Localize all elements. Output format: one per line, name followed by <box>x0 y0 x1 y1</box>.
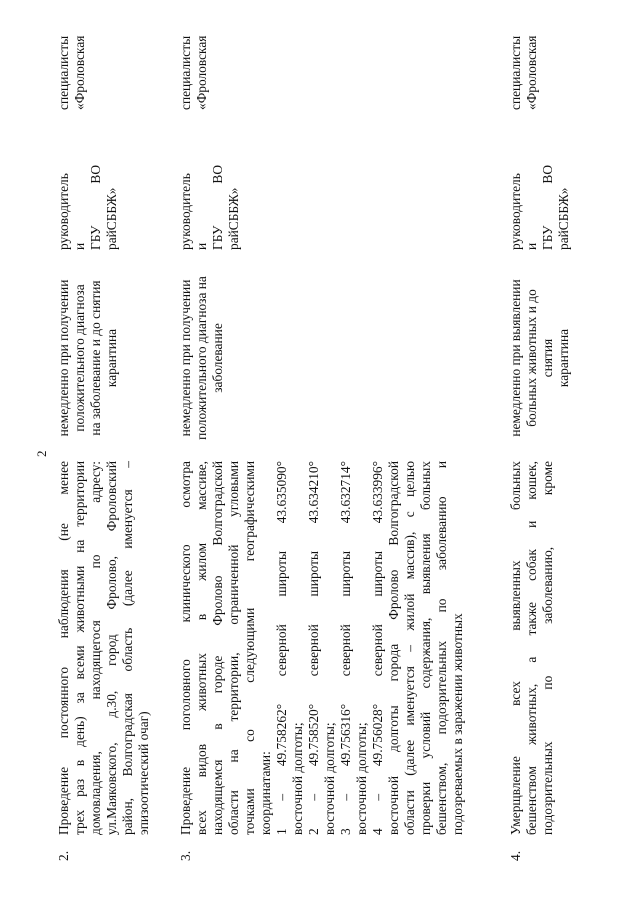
deadline-text: немедленно при получении положительного диагноза на заболевание и до снятия карантина <box>56 279 119 437</box>
action-text: Проведение постоянного наблюдения (не менее трех раз в день) за всеми животными на территории домовладения, находящегося по адресу: ул.Маяковского, д.30, город Фролово, Фроловский район, Волгоградская область (далее именуется – эпизоотический очаг) <box>56 461 151 835</box>
deadline-text: немедленно при получении положительного диагноза на заболевание <box>178 276 225 440</box>
row-number: 2. <box>56 850 71 861</box>
row-number: 3. <box>178 850 193 861</box>
action-text: Проведение поголовного клинического осмотра всех видов животных в жилом массиве, находящемся в городе Фролово Волгоградской области на территории, ограниченной угловыми точками со следующими географическими координатами: 1 – 49.758262° северной широты 43.635090° восточной долготы; 2 – 49.758520° северной широты 43.634210° восточной долготы; 3 – 49.756316° северной широты 43.632714° восточной долготы; 4 – 49.756028° северной широты 43.633996° восточной долготы города Фролово Волгоградской области (далее именуется – жилой массив), с целью проверки условий содержания, выявления больных бешенством, подозрительных по заболеванию и подозреваемых в заражении животных <box>178 461 465 835</box>
page-number: 2 <box>34 450 49 457</box>
responsible-text: руководитель и ГБУ ВО райСББЖ» <box>508 165 571 250</box>
row-number: 4. <box>508 850 523 861</box>
specialists-text: специалисты «Фроловская <box>178 35 209 110</box>
deadline-text: немедленно при выявлении больных животных и до снятия карантина <box>508 279 571 437</box>
action-text: Умерщвление всех выявленных больных бешенством животных, а также собак и кошек, подозрительных по заболеванию, кроме <box>508 461 555 835</box>
specialists-text: специалисты «Фроловская <box>508 35 539 110</box>
responsible-text: руководитель и ГБУ ВО райСББЖ» <box>178 165 241 250</box>
responsible-text: руководитель и ГБУ ВО райСББЖ» <box>56 165 119 250</box>
specialists-text: специалисты «Фроловская <box>56 35 87 110</box>
